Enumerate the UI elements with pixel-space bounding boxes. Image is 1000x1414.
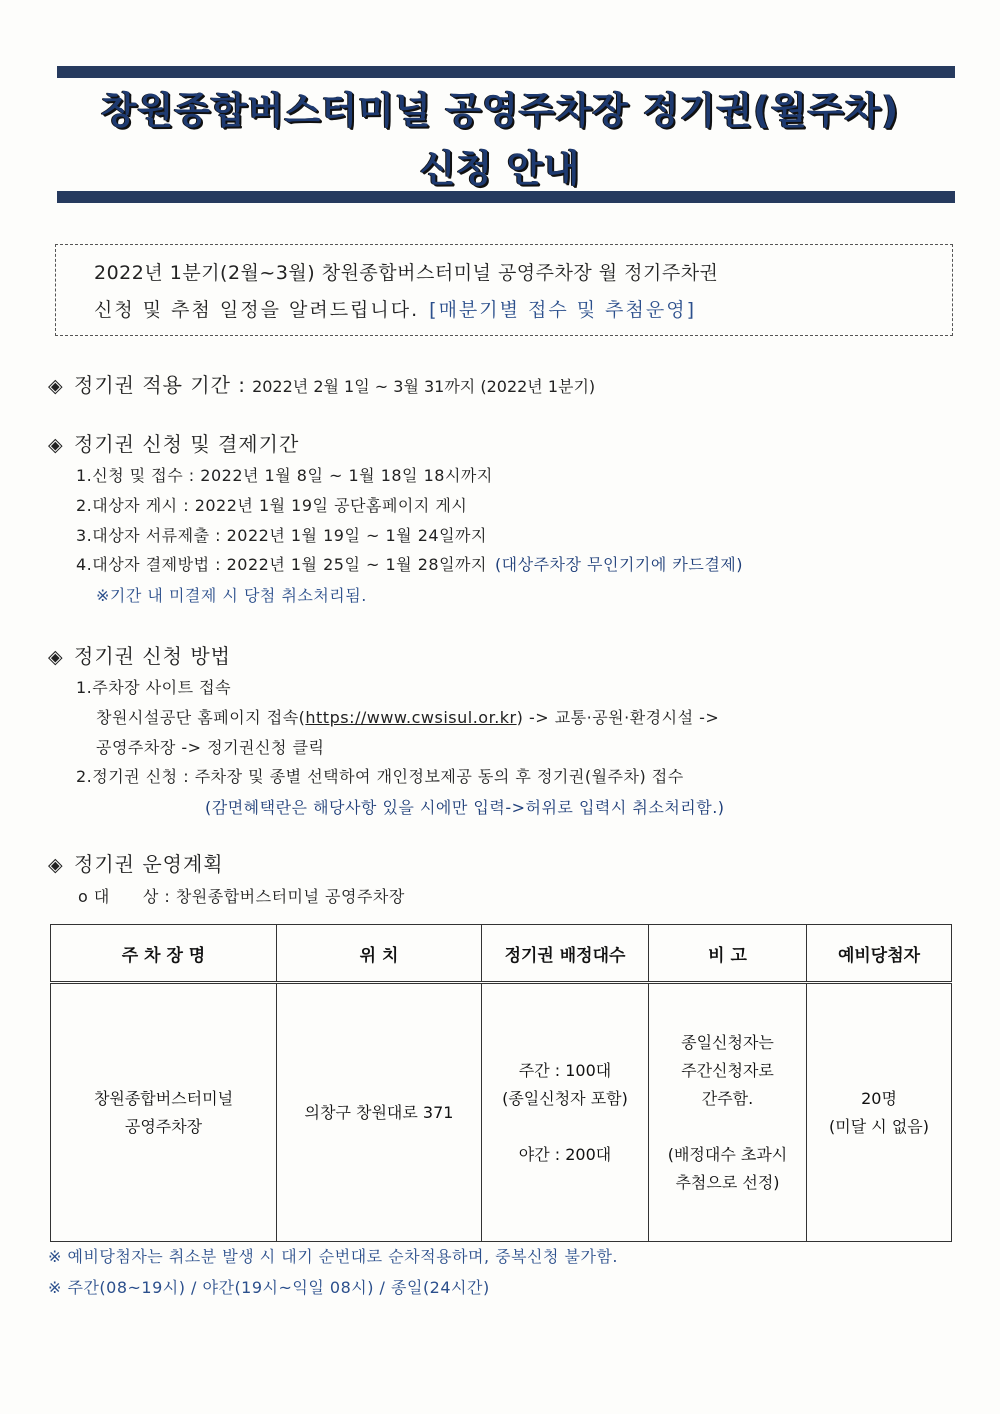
- schedule-item-payment: [76, 552, 743, 575]
- header-parking-name: 주 차 장 명: [51, 925, 277, 983]
- remark-line4: (배정대수 초과시: [667, 1144, 788, 1164]
- schedule-item: 3.대상자 서류제출 : 2022년 1월 19일 ~ 1월 24일까지: [76, 526, 487, 545]
- notice-line2: [94, 295, 696, 322]
- method-step1-prefix: 창원시설공단 홈페이지 접속(: [96, 708, 306, 727]
- notice-line2-text: 신청 및 추첨 일정을 알려드립니다.: [94, 299, 420, 321]
- remark-line5: 추첨으로 선정): [675, 1172, 780, 1192]
- notice-box: [55, 244, 953, 336]
- cell-remark: [649, 983, 807, 1242]
- cell-reserve: [807, 983, 952, 1242]
- remark-line1: 종일신청자는: [681, 1032, 774, 1052]
- section-period-title: 정기권 적용 기간 :: [74, 373, 247, 397]
- section-method: [48, 640, 231, 669]
- reserve-count: 20명: [861, 1088, 897, 1108]
- diamond-bullet-icon: ◈: [48, 375, 64, 397]
- remark-line2: 주간신청자로: [681, 1060, 774, 1080]
- diamond-bullet-icon: ◈: [48, 854, 64, 876]
- method-step1-line1: [96, 705, 719, 728]
- section-operation: [48, 848, 224, 877]
- section-operation-title: 정기권 운영계획: [74, 852, 224, 876]
- notice-line1: 2022년 1분기(2월~3월) 창원종합버스터미널 공영주차장 월 정기주차권: [94, 262, 719, 284]
- method-step2-note: (감면혜택란은 해당사항 있을 시에만 입력->허위로 입력시 취소처리함.): [205, 798, 725, 817]
- title-bottom-bar: [57, 191, 955, 203]
- method-step1-title: 1.주차장 사이트 접속: [76, 678, 232, 697]
- schedule-item: 1.신청 및 접수 : 2022년 1월 8일 ~ 1월 18일 18시까지: [76, 466, 493, 485]
- schedule-item-text: 4.대상자 결제방법 : 2022년 1월 25일 ~ 1월 28일까지: [76, 555, 487, 574]
- method-step2: 2.정기권 신청 : 주차장 및 종별 선택하여 개인정보제공 동의 후 정기권(월주차) 접수: [76, 767, 684, 786]
- homepage-link[interactable]: https://www.cwsisul.or.kr: [305, 708, 517, 727]
- remark-line3: 간주함.: [701, 1088, 754, 1108]
- page-subtitle: 신청 안내: [419, 147, 581, 190]
- allocation-day-note: (종일신청자 포함): [502, 1088, 628, 1108]
- payment-note: (대상주차장 무인기기에 카드결제): [494, 555, 743, 574]
- section-application-title: 정기권 신청 및 결제기간: [74, 432, 300, 456]
- table-header-row: [51, 925, 952, 983]
- table-row: [51, 983, 952, 1242]
- section-period: [48, 369, 595, 398]
- header-reserve: 예비당첨자: [807, 925, 952, 983]
- section-period-value: 2022년 2월 1일 ~ 3월 31까지 (2022년 1분기): [252, 377, 596, 396]
- cell-location: 의창구 창원대로 371: [277, 983, 482, 1242]
- notice-emphasis: [매분기별 접수 및 추첨운영]: [429, 299, 696, 321]
- allocation-night: 야간 : 200대: [518, 1144, 612, 1164]
- operation-target: o 대 상 : 창원종합버스터미널 공영주차장: [78, 887, 405, 906]
- section-application-period: [48, 428, 299, 457]
- footnote-reserve: ※ 예비당첨자는 취소분 발생 시 대기 순번대로 순차적용하며, 중복신청 불가함.: [48, 1247, 618, 1266]
- diamond-bullet-icon: ◈: [48, 434, 64, 456]
- header-allocation: 정기권 배정대수: [482, 925, 649, 983]
- schedule-item: 2.대상자 게시 : 2022년 1월 19일 공단홈페이지 게시: [76, 496, 468, 515]
- parking-name-line2: 공영주차장: [124, 1116, 203, 1136]
- payment-warning: ※기간 내 미결제 시 당첨 취소처리됨.: [96, 586, 367, 605]
- title-top-bar: [57, 66, 955, 78]
- section-method-title: 정기권 신청 방법: [74, 644, 231, 668]
- reserve-note: (미달 시 없음): [829, 1116, 929, 1136]
- parking-name-line1: 창원종합버스터미널: [93, 1088, 234, 1108]
- diamond-bullet-icon: ◈: [48, 646, 64, 668]
- allocation-day: 주간 : 100대: [518, 1060, 612, 1080]
- cell-allocation: [482, 983, 649, 1242]
- cell-parking-name: [51, 983, 277, 1242]
- footnote-hours: ※ 주간(08~19시) / 야간(19시~익일 08시) / 종일(24시간): [48, 1278, 490, 1297]
- method-step1-line2: 공영주차장 -> 정기권신청 클릭: [96, 738, 325, 757]
- header-location: 위 치: [277, 925, 482, 983]
- operation-table: [50, 924, 952, 1242]
- header-remark: 비 고: [649, 925, 807, 983]
- page-title: 창원종합버스터미널 공영주차장 정기권(월주차): [100, 89, 900, 132]
- method-step1-suffix: ) -> 교통·공원·환경시설 ->: [516, 708, 720, 727]
